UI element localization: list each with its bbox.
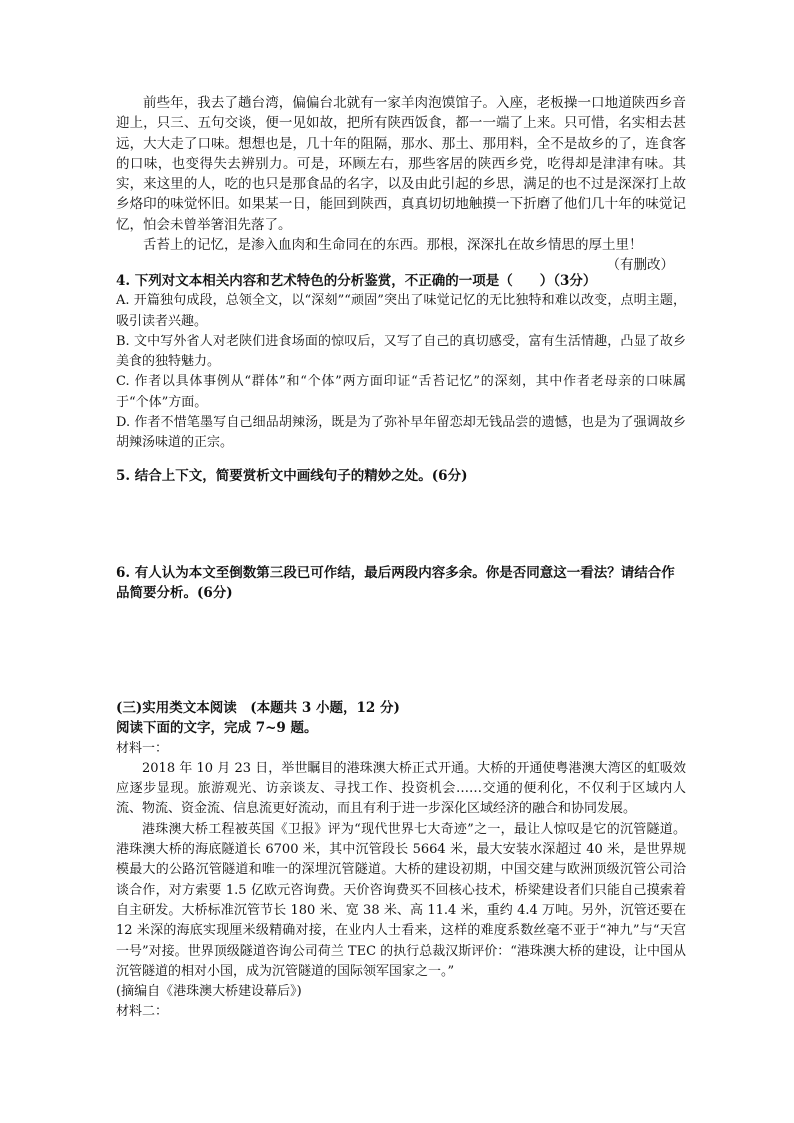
section-3 (116, 698, 686, 1023)
section-3-instruction: 阅读下面的文字，完成 7~9 题。 (116, 720, 318, 737)
section-3-heading: (三)实用类文本阅读 (本题共 3 小题，12 分) (116, 700, 400, 716)
option-d: D. 作者不惜笔墨写自己细品胡辣汤，既是为了弥补早年留恋却无钱品尝的遗憾，也是为了强调故乡胡辣汤味道的正宗。 (116, 415, 686, 451)
material-2-label: 材料二： (116, 1004, 169, 1020)
option-b: B. 文中写外省人对老陕们进食场面的惊叹后，又写了自己的真切感受，富有生活情趣，凸显了故乡美食的独特魅力。 (116, 333, 686, 370)
question-6 (116, 563, 686, 604)
question-5-title: 5. 结合上下文，简要赏析文中画线句子的精妙之处。(6分) (116, 468, 468, 484)
material-1-label: 材料一： (116, 740, 169, 756)
question-6-title: 6. 有人认为本文至倒数第三段已可作结，最后两段内容多余。你是否同意这一看法？请结合作品简要分析。(6分) (116, 565, 675, 602)
material-1-paragraph: 2018 年 10 月 23 日，举世瞩目的港珠澳大桥正式开通。大桥的开通使粤港澳大湾区的虹吸效应逐步显现。旅游观光、访亲谈友、寻找工作、投资机会……交通的便利化，不仅利于区域内人流、物流、资金流、信息流更好流动，而且有利于进一步深化区域经济的融合和协同发展。 (116, 760, 686, 817)
option-a: A. 开篇独句成段，总领全文，以“深刻”“顽固”突出了味觉记忆的无比独特和难以改变，点明主题，吸引读者兴趣。 (116, 293, 686, 329)
material-1-source: (摘编自《港珠澳大桥建设幕后》) (116, 984, 302, 1000)
source-note: （有删改） (606, 257, 674, 274)
passage-paragraph: 前些年，我去了趟台湾，偏偏台北就有一家羊肉泡馍馆子。入座，老板操一口地道陕西乡音迎上，只三、五句交谈，便一见如故，把所有陕西饭食，都一一端了上来。只可惜，名实相去甚远，大大走了口味。想想也是，几十年的阻隔，那水、那土、那用料，全不是故乡的了，连食客的口味，也变得失去辨别力。可是，环顾左右，那些客居的陕西乡党，吃得却是津津有味。其实，来这里的人，吃的也只是那食品的名字，以及由此引起的乡思，满足的也不过是深深打上故乡烙印的味觉怀旧。如果某一日，能回到陕西，真真切切地触摸一下折磨了他们几十年的味觉记忆，怕会未曾举箸泪先落了。 (116, 95, 686, 233)
option-c: C. 作者以具体事例从“群体”和“个体”两方面印证“舌苔记忆”的深刻，其中作者老母亲的口味属于“个体”方面。 (116, 374, 686, 410)
material-1-paragraph: 港珠澳大桥工程被英国《卫报》评为“现代世界七大奇迹”之一，最让人惊叹是它的沉管隧道。港珠澳大桥的海底隧道长 6700 米，其中沉管段长 5664 米，最大安装水深超过 40 米，是世界规模最大的公路沉管隧道和唯一的深埋沉管隧道。大桥的建设初期，中国交建与欧洲顶级沉管公司洽谈合作，对方索要 1.5 亿欧元咨询费。天价咨询费买不回核心技术，桥梁建设者们只能自己摸索着自主研发。大桥标准沉管节长 180 米、宽 38 米、高 11.4 米，重约 4.4 万吨。另外，沉管还要在 12 米深的海底实现厘米级精确对接，在业内人士看来，这样的难度系数丝毫不亚于“神九”与“天宫一号”对接。世界顶级隧道咨询公司荷兰 TEC 的执行总裁汉斯评价：“港珠澳大桥的建设，让中国从沉管隧道的相对小国，成为沉管隧道的国际领军国家之一。” (116, 821, 686, 979)
question-4 (116, 271, 686, 454)
question-5 (116, 466, 686, 486)
question-4-title: 4. 下列对文本相关内容和艺术特色的分析鉴赏，不正确的一项是（ ）（3分） (116, 273, 597, 289)
passage-paragraph: 舌苔上的记忆，是渗入血肉和生命同在的东西。那根，深深扎在故乡情思的厚土里！ (143, 237, 643, 254)
reading-passage (116, 93, 686, 276)
